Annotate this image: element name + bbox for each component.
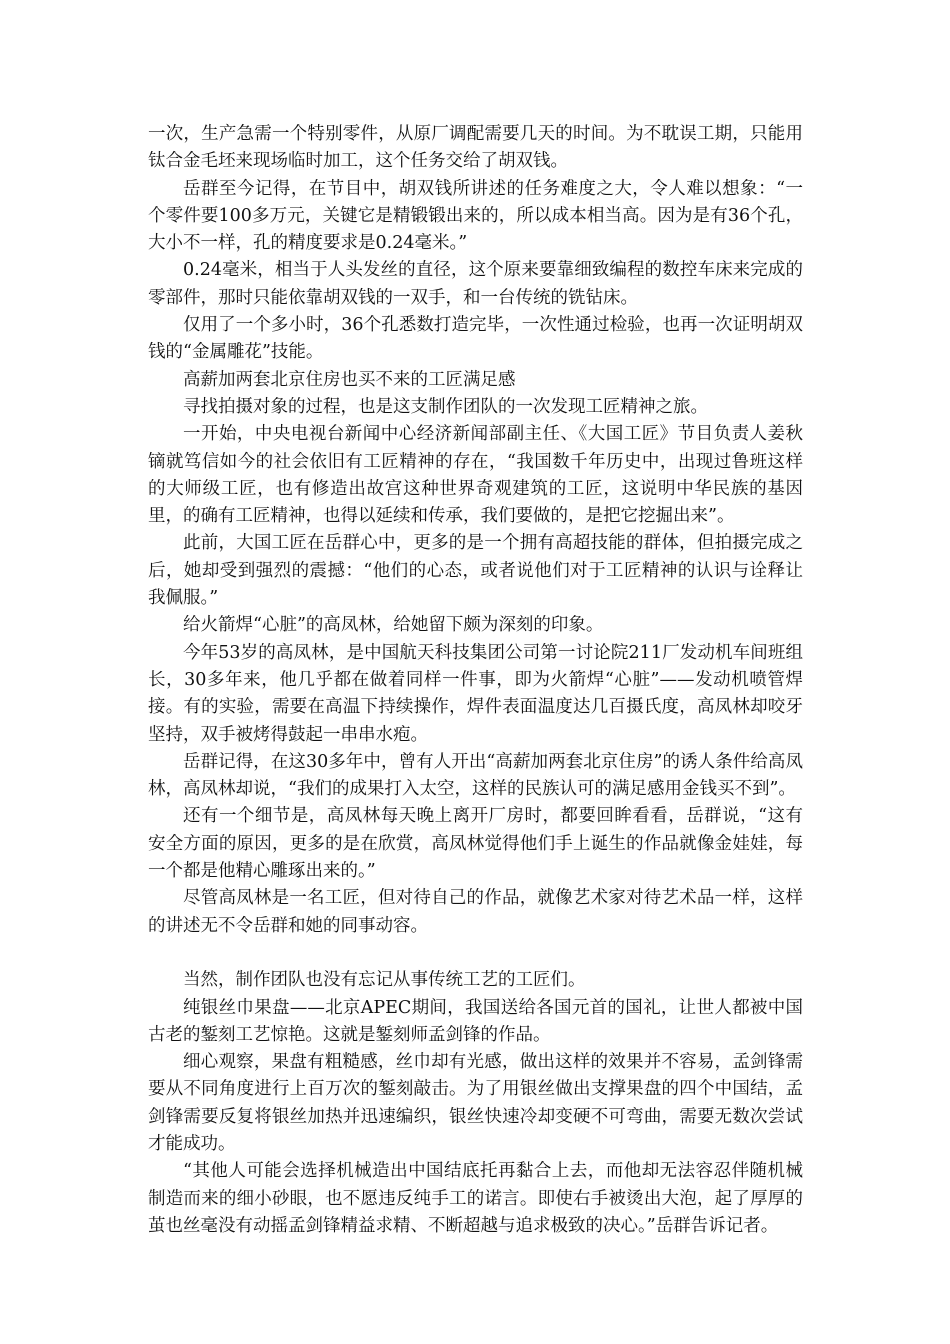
paragraph-2: 岳群至今记得，在节目中，胡双钱所讲述的任务难度之大，令人难以想象：“一个零件要100多万元，关键它是精锻锻出来的，所以成本相当高。因为是有36个孔，大小不一样，孔的精度要求是0.24毫米。” (148, 178, 803, 254)
paragraph-10: 今年53岁的高凤林，是中国航天科技集团公司第一讨论院211厂发动机车间班组长，30多年来，他几乎都在做着同样一件事，即为火箭焊“心脏”——发动机喷管焊接。有的实验，需要在高温下持续操作，焊件表面温度达几百摄氏度，高凤林却咬牙坚持，双手被烤得鼓起一串串水疱。 (148, 642, 803, 745)
paragraph-15: 纯银丝巾果盘——北京APEC期间，我国送给各国元首的国礼，让世人都被中国古老的錾刻工艺惊艳。这就是錾刻师孟剑锋的作品。 (148, 997, 803, 1045)
paragraph-11: 岳群记得，在这30多年中，曾有人开出“高薪加两套北京住房”的诱人条件给高凤林，高凤林却说，“我们的成果打入太空，这样的民族认可的满足感用金钱买不到”。 (148, 751, 803, 800)
paragraph-8: 此前，大国工匠在岳群心中，更多的是一个拥有高超技能的群体，但拍摄完成之后，她却受到强烈的震撼：“他们的心态，或者说他们对于工匠精神的认识与诠释让我佩服。” (148, 533, 803, 609)
paragraph-13: 尽管高凤林是一名工匠，但对待自己的作品，就像艺术家对待艺术品一样，这样的讲述无不令岳群和她的同事动容。 (148, 888, 803, 936)
paragraph-1: 一次，生产急需一个特别零件，从原厂调配需要几天的时间。为不耽误工期，只能用钛合金毛坯来现场临时加工，这个任务交给了胡双钱。 (148, 124, 803, 172)
paragraph-9: 给火箭焊“心脏”的高凤林，给她留下颇为深刻的印象。 (183, 615, 604, 636)
paragraph-6: 寻找拍摄对象的过程，也是这支制作团队的一次发现工匠精神之旅。 (183, 396, 708, 417)
paragraph-14: 当然，制作团队也没有忘记从事传统工艺的工匠们。 (183, 970, 586, 991)
paragraph-17: “其他人可能会选择机械造出中国结底托再黏合上去，而他却无法容忍伴随机械制造而来的细小砂眼，也不愿违反纯手工的诺言。即使右手被烫出大泡，起了厚厚的茧也丝毫没有动摇孟剑锋精益求精、不断超越与追求极致的决心。”岳群告诉记者。 (148, 1161, 803, 1236)
paragraph-7: 一开始，中央电视台新闻中心经济新闻部副主任、《大国工匠》节目负责人姜秋镝就笃信如今的社会依旧有工匠精神的存在，“我国数千年历史中，出现过鲁班这样的大师级工匠，也有修造出故宫这种世界奇观建筑的工匠，这说明中华民族的基因里，的确有工匠精神，也得以延续和传承，我们要做的，是把它挖掘出来”。 (148, 424, 803, 527)
paragraph-12: 还有一个细节是，高凤林每天晚上离开厂房时，都要回眸看看，岳群说，“这有安全方面的原因，更多的是在欣赏，高凤林觉得他们手上诞生的作品就像金娃娃，每一个都是他精心雕琢出来的。” (148, 806, 803, 882)
section-heading: 高薪加两套北京住房也买不来的工匠满足感 (183, 369, 516, 390)
paragraph-4: 仅用了一个多小时，36个孔悉数打造完毕，一次性通过检验，也再一次证明胡双钱的“金属雕花”技能。 (148, 315, 803, 363)
blank-line (148, 940, 803, 967)
document-page (148, 121, 803, 1240)
paragraph-3: 0.24毫米，相当于人头发丝的直径，这个原来要靠细致编程的数控车床来完成的零部件，那时只能依靠胡双钱的一双手，和一台传统的铣钻床。 (148, 260, 803, 308)
paragraph-16: 细心观察，果盘有粗糙感，丝巾却有光感，做出这样的效果并不容易，孟剑锋需要从不同角度进行上百万次的錾刻敲击。为了用银丝做出支撑果盘的四个中国结，孟剑锋需要反复将银丝加热并迅速编织，银丝快速冷却变硬不可弯曲，需要无数次尝试才能成功。 (148, 1052, 803, 1154)
